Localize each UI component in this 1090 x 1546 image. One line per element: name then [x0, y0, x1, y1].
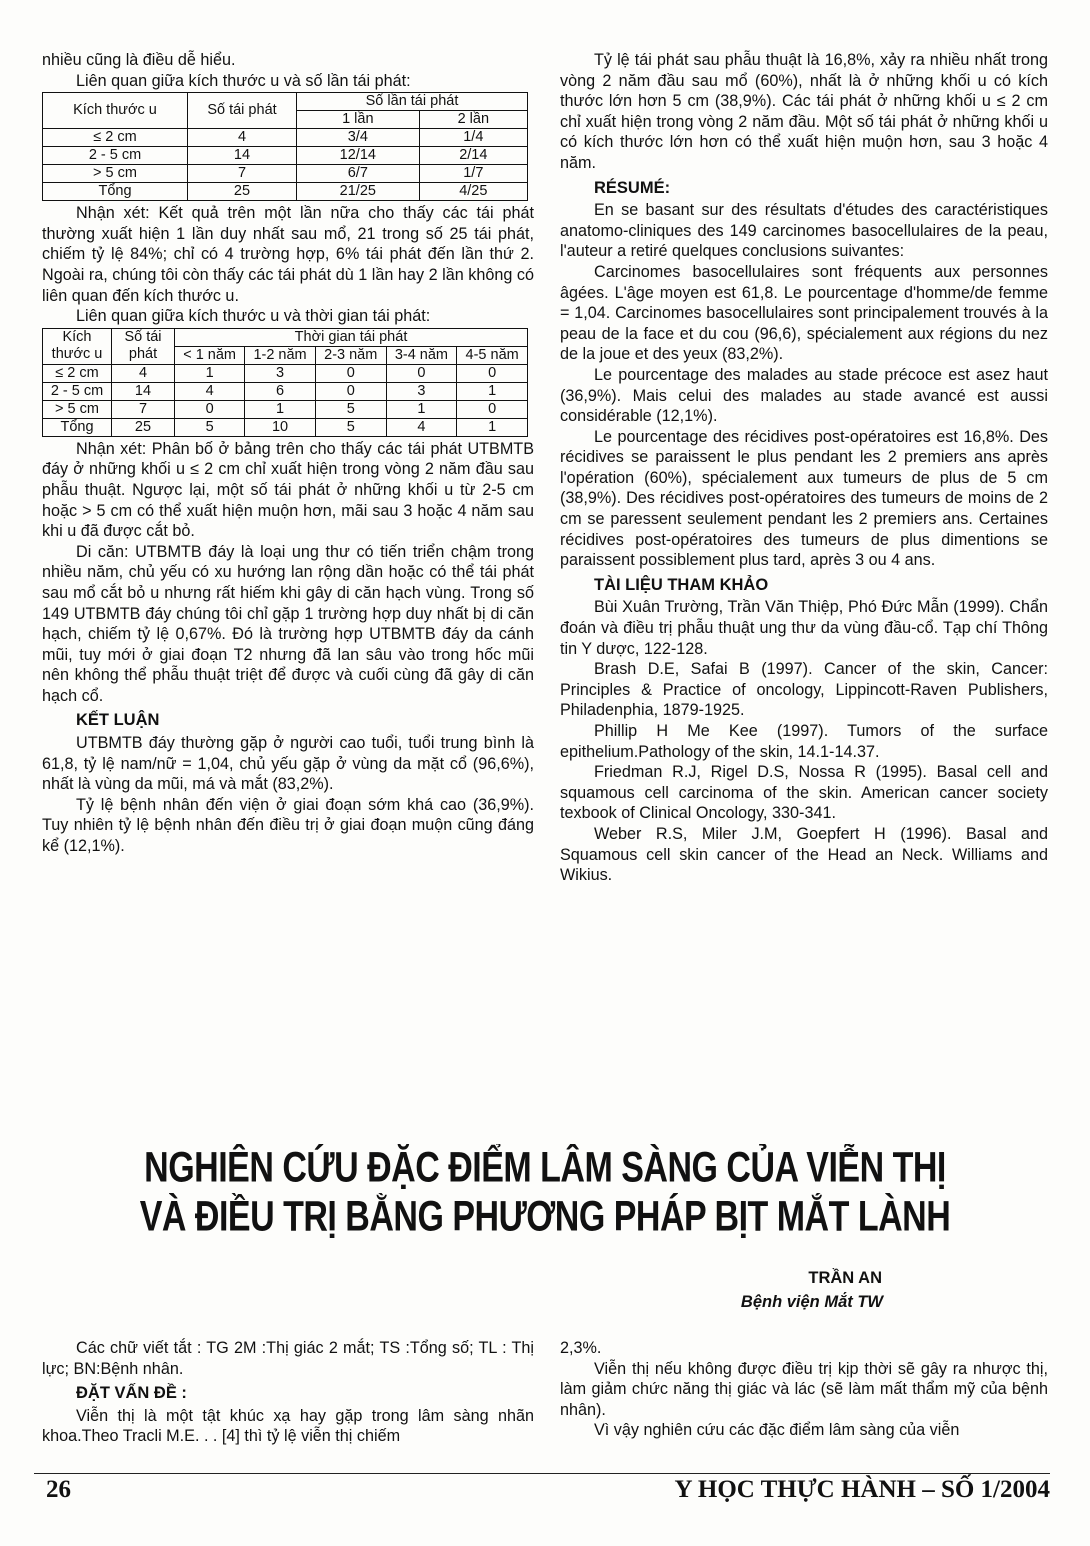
table-cell: 0: [315, 364, 386, 382]
page-number: 26: [46, 1476, 71, 1503]
table-cell: 4: [112, 364, 175, 382]
paragraph: Nhận xét: Kết quả trên một lần nữa cho thấy các tái phát thường xuất hiện 1 lần duy nhất sau mổ, 21 trong số 25 tái phát, chiếm tỷ lệ 84%; chỉ có 4 trường hợp, 6% tái phát đến lần thứ 2. Ngoài ra, chúng tôi còn thấy các tái phát dù 1 lần hay 2 lần không có liên quan đến kích thước u.: [42, 204, 534, 305]
paragraph: Tỷ lệ tái phát sau phẫu thuật là 16,8%, xảy ra nhiều nhất trong vòng 2 năm đầu sau mổ (60%), nhất là ở những khối u có kích thước lớn hơn 5 cm (38,9%). Các tái phát ở những khối u ≤ 2 cm chỉ xuất hiện trong vòng 2 năm đầu. Một số tái phát ở những khối u có kích thước lớn hơn có thể xuất hiện muộn hơn, sau 3 hoặc 4 năm.: [560, 51, 1048, 172]
table-cell: 3: [245, 364, 316, 382]
article-title-line-1: NGHIÊN CỨU ĐẶC ĐIỂM LÂM SÀNG CỦA VIỄN THỊ: [144, 1144, 946, 1192]
table-cell: 1: [386, 400, 457, 418]
paragraph: nhiều cũng là điều dễ hiểu.: [42, 51, 236, 69]
table-cell: 5: [315, 418, 386, 436]
table-cell: > 5 cm: [43, 165, 188, 183]
table-header: Số lần tái phát: [297, 93, 528, 111]
section-heading: TÀI LIỆU THAM KHẢO: [594, 575, 769, 594]
table-header: 2 lần: [419, 111, 527, 129]
table-cell: 0: [457, 400, 528, 418]
table-row: [43, 129, 528, 147]
paragraph: Di căn: UTBMTB đáy là loại ung thư có tiến triển chậm trong nhiều năm, chủ yếu có xu hướng lan rộng dần hoặc có thể tái phát sau mổ cắt bỏ u nhưng rất hiếm khi gây di căn hạch vùng. Trong số 149 UTBMTB đáy chúng tôi chỉ gặp 1 trường hợp duy nhất bị di căn hạch, chiếm tỷ lệ 0,67%. Đó là trường hợp UTBMTB đáy da cánh mũi, tuy mới ở giai đoạn T2 nhưng đã lan sâu vào trong hốc mũi nên không thể phẫu thuật triệt để được và cuối cùng đã gây di căn hạch cổ.: [42, 542, 534, 705]
paragraph: Nhận xét: Phân bố ở bảng trên cho thấy các tái phát UTBMTB đáy ở những khối u ≤ 2 cm chỉ xuất hiện trong vòng 2 năm đầu sau phẫu thuật. Ngược lại, một số tái phát ở những khối u từ 2-5 cm hoặc > 5 cm có thể xuất hiện muộn hơn, mãi sau 3 hoặc 4 năm sau khi u đã được cắt bỏ.: [42, 439, 534, 541]
table-row: [43, 165, 528, 183]
table-cell: 0: [175, 400, 245, 418]
table-cell: > 5 cm: [43, 400, 112, 418]
table-cell: 0: [386, 364, 457, 382]
table-cell: ≤ 2 cm: [43, 364, 112, 382]
paragraph: Vì vậy nghiên cứu các đặc điểm lâm sàng của viễn: [594, 1421, 960, 1440]
article2-left-column: [42, 1338, 534, 1447]
table-cell: 3/4: [297, 129, 420, 147]
paragraph: Le pourcentage des malades au stade précoce est asez haut (36,9%). Mais celui des malades au stade avancé est aussi considérable (12,1%).: [560, 365, 1048, 426]
table-cell: 7: [112, 400, 175, 418]
table-cell: 25: [188, 183, 297, 201]
paragraph: 2,3%.: [560, 1339, 602, 1357]
author-affiliation: Bệnh viện Mắt TW: [740, 1293, 883, 1311]
table-row: [43, 147, 528, 165]
table-cell: 0: [457, 364, 528, 382]
table-header: Thời gian tái phát: [175, 328, 528, 346]
paragraph: Viễn thị nếu không được điều trị kịp thời sẽ gây ra nhược thị, làm giảm chức năng thị giác và lác (sẽ làm mất thẩm mỹ của bệnh nhân).: [560, 1359, 1048, 1419]
left-column: [42, 50, 534, 857]
footer-rule: [34, 1473, 1050, 1474]
table-cell: 1: [457, 382, 528, 400]
reference-item: Bùi Xuân Trường, Trần Văn Thiệp, Phó Đức Mẫn (1999). Chẩn đoán và điều trị phẫu thuật ung thư da vùng đầu-cổ. Tạp chí Thông tin Y dược, 122-128.: [560, 598, 1048, 658]
recurrence-time-table: [42, 328, 528, 437]
table-header: 1-2 năm: [245, 346, 316, 364]
table-row: [43, 183, 528, 201]
paragraph: Tỷ lệ bệnh nhân đến viện ở giai đoạn sớm khá cao (36,9%). Tuy nhiên tỷ lệ bệnh nhân đến điều trị ở giai đoạn muộn cũng đáng kể (12,1%).: [42, 795, 534, 856]
table-cell: 2 - 5 cm: [43, 382, 112, 400]
table-header: 4-5 năm: [457, 346, 528, 364]
table-cell: 4: [188, 129, 297, 147]
article2-right-column: [560, 1338, 1048, 1441]
table-header: Số tái phát: [188, 93, 297, 129]
table-cell: 10: [245, 418, 316, 436]
section-heading: ĐẶT VẤN ĐỀ :: [76, 1384, 187, 1403]
paragraph: Le pourcentage des récidives post-opératoires est 16,8%. Des récidives se paraissent le plus pendant les 2 premiers ans après l'opération (60%), spécialement aux tumeurs de plus de 5 cm (38,9%). Des récidives post-opératoires des tumeurs de moins de 2 cm se paressent seulement pendant les 2 premiers ans. Certaines récidives post-opératoires des tumeurs de plus dimentions se paraissent possiblement plus tard, après 3 ou 4 ans.: [560, 427, 1048, 570]
table-cell: 14: [112, 382, 175, 400]
reference-item: Phillip H Me Kee (1997). Tumors of the surface epithelium.Pathology of the skin, 14.1-14.37.: [560, 722, 1048, 761]
table-cell: Tổng: [43, 183, 188, 201]
table-header: Kích thước u: [43, 93, 188, 129]
table-cell: 14: [188, 147, 297, 165]
paragraph: Các chữ viết tắt : TG 2M :Thị giác 2 mắt; TS :Tổng số; TL : Thị lực; BN:Bệnh nhân.: [42, 1339, 534, 1378]
right-column: [560, 50, 1048, 886]
table-cell: 2/14: [419, 147, 527, 165]
table-cell: ≤ 2 cm: [43, 129, 188, 147]
table-cell: 3: [386, 382, 457, 400]
table-header: < 1 năm: [175, 346, 245, 364]
table-cell: 1: [457, 418, 528, 436]
table1-caption: Liên quan giữa kích thước u và số lần tái phát:: [76, 71, 411, 90]
table-row: [43, 364, 528, 382]
table-cell: 2 - 5 cm: [43, 147, 188, 165]
table-cell: 5: [315, 400, 386, 418]
reference-item: Brash D.E, Safai B (1997). Cancer of the skin, Cancer: Principles & Practice of oncology, Lippincott-Raven Publishers, Philadenphia, 1879-1925.: [560, 660, 1048, 720]
table-cell: 1: [245, 400, 316, 418]
table-cell: 7: [188, 165, 297, 183]
reference-item: Friedman R.J, Rigel D.S, Nossa R (1995). Basal cell and squamous cell carcinoma of the skin. American cancer society texbook of Clinical Oncology, 330-341.: [560, 763, 1048, 823]
table-row: [43, 382, 528, 400]
section-heading: KẾT LUẬN: [76, 711, 160, 730]
table-cell: 5: [175, 418, 245, 436]
table2-caption: Liên quan giữa kích thước u và thời gian tái phát:: [76, 307, 431, 326]
table-cell: 6: [245, 382, 316, 400]
section-heading: RÉSUMÉ:: [594, 178, 671, 197]
table-cell: 1/7: [419, 165, 527, 183]
author-name: TRẦN AN: [808, 1269, 882, 1287]
table-cell: 25: [112, 418, 175, 436]
paragraph: Viễn thị là một tật khúc xạ hay gặp trong lâm sàng nhãn khoa.Theo Tracli M.E. . . [4] thì tỷ lệ viễn thị chiếm: [42, 1406, 534, 1446]
table-header: 1 lần: [297, 111, 420, 129]
table-row: [43, 418, 528, 436]
table-cell: 1/4: [419, 129, 527, 147]
paragraph: Carcinomes basocellulaires sont fréquents aux personnes âgées. L'âge moyen est 61,8. Le pourcentage d'homme/de femme = 1,04. Carcinomes basocellulaires sont principalement trouvés à la peau de la face et du cou (96,6), spécialement aux régions du nez de la joue et des yeux (83,2%).: [560, 262, 1048, 364]
paragraph: UTBMTB đáy thường gặp ở người cao tuổi, tuổi trung bình là 61,8, tỷ lệ nam/nữ = 1,04, chủ yếu gặp ở vùng da mặt cổ (96,6%), nhất là vùng da mũi, má và mắt (83,2%).: [42, 734, 534, 794]
table-cell: 4: [175, 382, 245, 400]
table-cell: Tổng: [43, 418, 112, 436]
table-cell: 4/25: [419, 183, 527, 201]
table-cell: 12/14: [297, 147, 420, 165]
table-cell: 4: [386, 418, 457, 436]
journal-name: Y HỌC THỰC HÀNH – SỐ 1/2004: [674, 1476, 1050, 1503]
table-header: Kích thước u: [43, 328, 112, 364]
table-header: 2-3 năm: [315, 346, 386, 364]
reference-item: Weber R.S, Miler J.M, Goepfert H (1996). Basal and Squamous cell skin cancer of the Head an Neck. Williams and Wikius.: [560, 824, 1048, 885]
paragraph: En se basant sur des résultats d'études des caractéristiques anatomo-cliniques des 149 carcinomes basocellulaires de la peau, l'auteur a retiré quelques conclusions suivantes:: [560, 201, 1048, 261]
table-cell: 1: [175, 364, 245, 382]
table-cell: 6/7: [297, 165, 420, 183]
table-cell: 0: [315, 382, 386, 400]
table-cell: 21/25: [297, 183, 420, 201]
table-header: Số tái phát: [112, 328, 175, 364]
recurrence-count-table: [42, 92, 528, 201]
table-header: 3-4 năm: [386, 346, 457, 364]
table-row: [43, 400, 528, 418]
article-title-line-2: VÀ ĐIỀU TRỊ BẰNG PHƯƠNG PHÁP BỊT MẮT LÀNH: [139, 1193, 951, 1241]
